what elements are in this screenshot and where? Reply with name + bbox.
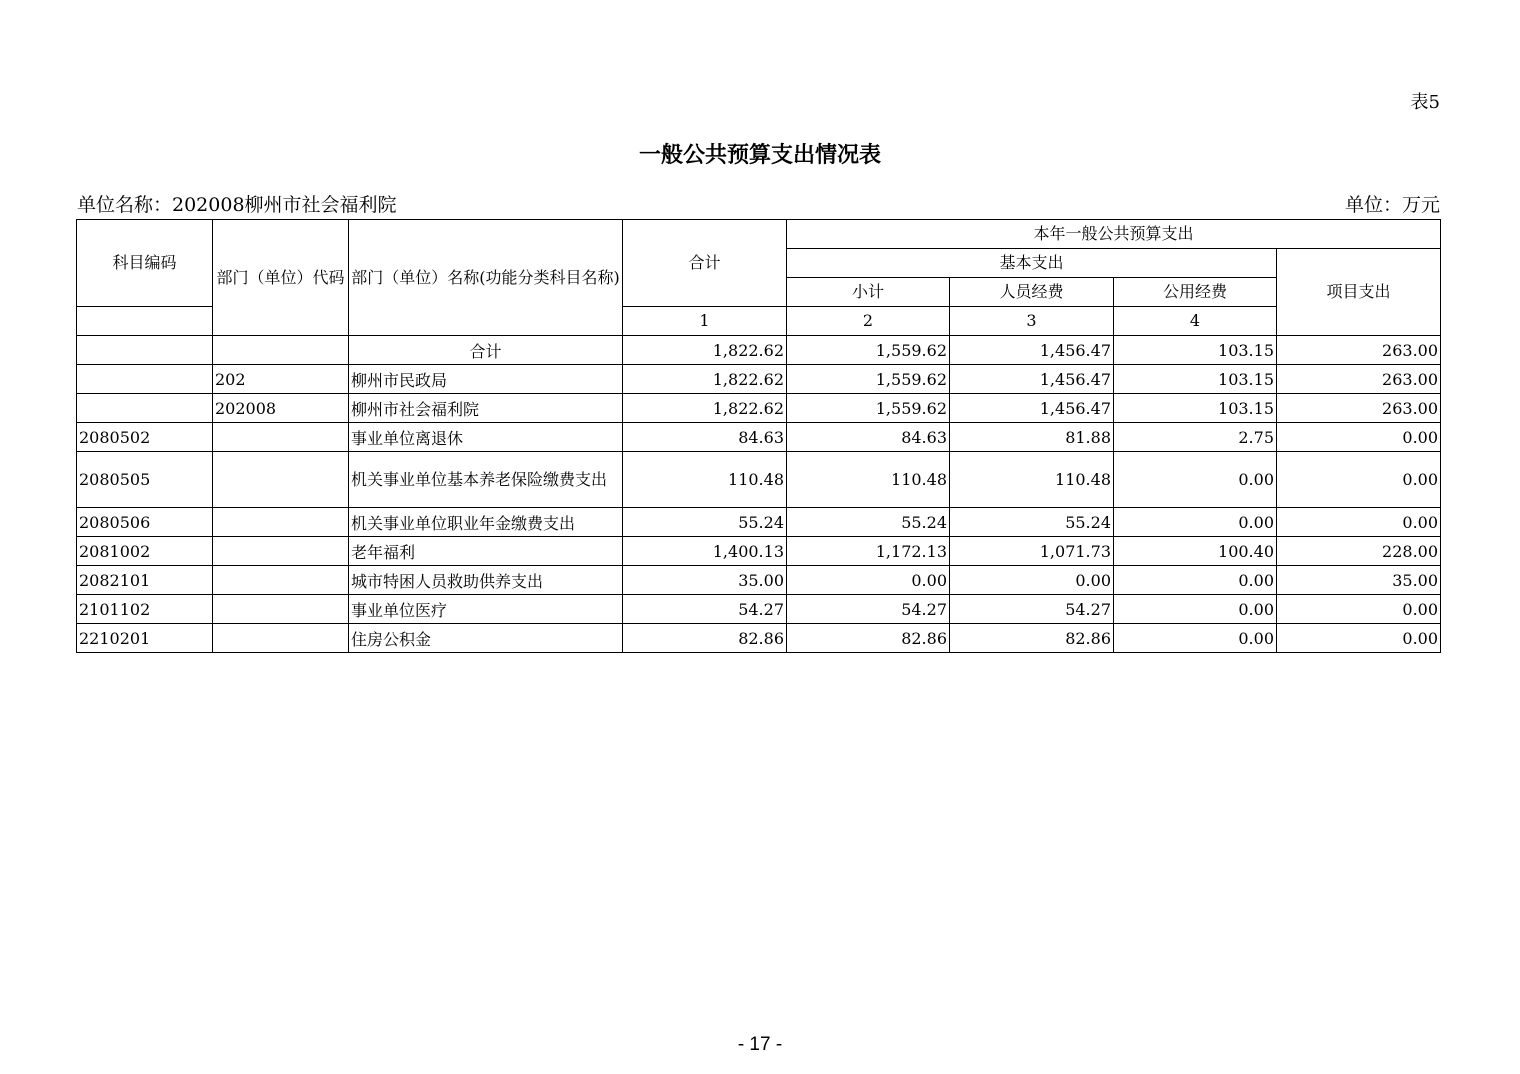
personnel-value: 81.88 — [950, 423, 1114, 452]
column-number: 2 — [787, 307, 950, 336]
total-value: 110.48 — [623, 452, 787, 508]
table-row — [77, 566, 1441, 595]
dept-name: 住房公积金 — [349, 624, 623, 653]
dept-code: 202008 — [213, 394, 349, 423]
table-row — [77, 624, 1441, 653]
budget-expenditure-table — [76, 219, 1441, 653]
dept-code — [213, 624, 349, 653]
dept-code — [213, 566, 349, 595]
personnel-value: 1,071.73 — [950, 537, 1114, 566]
table-body — [77, 336, 1441, 653]
dept-name: 柳州市社会福利院 — [349, 394, 623, 423]
public-value: 0.00 — [1114, 566, 1277, 595]
dept-code — [213, 336, 349, 365]
header-subject-code: 科目编码 — [77, 220, 213, 307]
dept-name: 机关事业单位职业年金缴费支出 — [349, 508, 623, 537]
personnel-value: 1,456.47 — [950, 394, 1114, 423]
subtotal-value: 0.00 — [787, 566, 950, 595]
project-value: 0.00 — [1277, 508, 1441, 537]
dept-code — [213, 423, 349, 452]
total-value: 1,822.62 — [623, 394, 787, 423]
table-row — [77, 508, 1441, 537]
subtotal-value: 54.27 — [787, 595, 950, 624]
total-value: 1,822.62 — [623, 365, 787, 394]
table-row — [77, 452, 1441, 508]
subject-code — [77, 394, 213, 423]
table-row — [77, 595, 1441, 624]
header-basic: 基本支出 — [787, 249, 1277, 278]
column-number: 1 — [623, 307, 787, 336]
public-value: 0.00 — [1114, 595, 1277, 624]
dept-name: 机关事业单位基本养老保险缴费支出 — [349, 452, 623, 508]
public-value: 0.00 — [1114, 452, 1277, 508]
header-current-year: 本年一般公共预算支出 — [787, 220, 1441, 249]
table-row — [77, 423, 1441, 452]
public-value: 0.00 — [1114, 508, 1277, 537]
subtotal-value: 1,559.62 — [787, 394, 950, 423]
subject-code: 2081002 — [77, 537, 213, 566]
subtotal-value: 110.48 — [787, 452, 950, 508]
dept-name: 城市特困人员救助供养支出 — [349, 566, 623, 595]
public-value: 103.15 — [1114, 394, 1277, 423]
total-value: 55.24 — [623, 508, 787, 537]
subject-code: 2080505 — [77, 452, 213, 508]
table-number: 表5 — [1410, 92, 1440, 113]
header-subject-code-blank — [77, 307, 213, 336]
header-project: 项目支出 — [1277, 249, 1441, 336]
dept-code — [213, 595, 349, 624]
subject-code: 2080506 — [77, 508, 213, 537]
project-value: 263.00 — [1277, 394, 1441, 423]
public-value: 2.75 — [1114, 423, 1277, 452]
total-value: 35.00 — [623, 566, 787, 595]
table-row — [77, 365, 1441, 394]
dept-name: 合计 — [349, 336, 623, 365]
personnel-value: 0.00 — [950, 566, 1114, 595]
project-value: 228.00 — [1277, 537, 1441, 566]
total-value: 1,400.13 — [623, 537, 787, 566]
personnel-value: 54.27 — [950, 595, 1114, 624]
public-value: 100.40 — [1114, 537, 1277, 566]
subtotal-value: 1,559.62 — [787, 365, 950, 394]
page-title: 一般公共预算支出情况表 — [638, 142, 881, 168]
subtotal-value: 82.86 — [787, 624, 950, 653]
subject-code — [77, 336, 213, 365]
subtotal-value: 84.63 — [787, 423, 950, 452]
subject-code: 2080502 — [77, 423, 213, 452]
subject-code: 2101102 — [77, 595, 213, 624]
table-header — [77, 220, 1441, 336]
page-number: - 17 - — [737, 1034, 783, 1055]
dept-name: 事业单位离退休 — [349, 423, 623, 452]
personnel-value: 1,456.47 — [950, 336, 1114, 365]
project-value: 0.00 — [1277, 624, 1441, 653]
subtotal-value: 1,172.13 — [787, 537, 950, 566]
subject-code — [77, 365, 213, 394]
project-value: 0.00 — [1277, 423, 1441, 452]
dept-code — [213, 537, 349, 566]
unit-name: 单位名称：202008柳州市社会福利院 — [77, 194, 397, 216]
dept-code — [213, 452, 349, 508]
table-row — [77, 537, 1441, 566]
subject-code: 2082101 — [77, 566, 213, 595]
dept-name: 事业单位医疗 — [349, 595, 623, 624]
header-dept-name: 部门（单位）名称(功能分类科目名称) — [349, 220, 623, 336]
dept-code: 202 — [213, 365, 349, 394]
column-number: 3 — [950, 307, 1114, 336]
subtotal-value: 1,559.62 — [787, 336, 950, 365]
header-personnel: 人员经费 — [950, 278, 1114, 307]
currency-unit: 单位：万元 — [1344, 194, 1440, 216]
subject-code: 2210201 — [77, 624, 213, 653]
total-value: 54.27 — [623, 595, 787, 624]
header-dept-code: 部门（单位）代码 — [213, 220, 349, 336]
public-value: 103.15 — [1114, 365, 1277, 394]
personnel-value: 55.24 — [950, 508, 1114, 537]
project-value: 35.00 — [1277, 566, 1441, 595]
public-value: 103.15 — [1114, 336, 1277, 365]
total-value: 1,822.62 — [623, 336, 787, 365]
table-row — [77, 336, 1441, 365]
personnel-value: 110.48 — [950, 452, 1114, 508]
header-total: 合计 — [623, 220, 787, 307]
dept-code — [213, 508, 349, 537]
header-subtotal: 小计 — [787, 278, 950, 307]
project-value: 263.00 — [1277, 336, 1441, 365]
header-public: 公用经费 — [1114, 278, 1277, 307]
public-value: 0.00 — [1114, 624, 1277, 653]
personnel-value: 1,456.47 — [950, 365, 1114, 394]
column-number: 4 — [1114, 307, 1277, 336]
personnel-value: 82.86 — [950, 624, 1114, 653]
dept-name: 老年福利 — [349, 537, 623, 566]
project-value: 263.00 — [1277, 365, 1441, 394]
total-value: 84.63 — [623, 423, 787, 452]
subtotal-value: 55.24 — [787, 508, 950, 537]
project-value: 0.00 — [1277, 452, 1441, 508]
table-row — [77, 394, 1441, 423]
total-value: 82.86 — [623, 624, 787, 653]
dept-name: 柳州市民政局 — [349, 365, 623, 394]
project-value: 0.00 — [1277, 595, 1441, 624]
